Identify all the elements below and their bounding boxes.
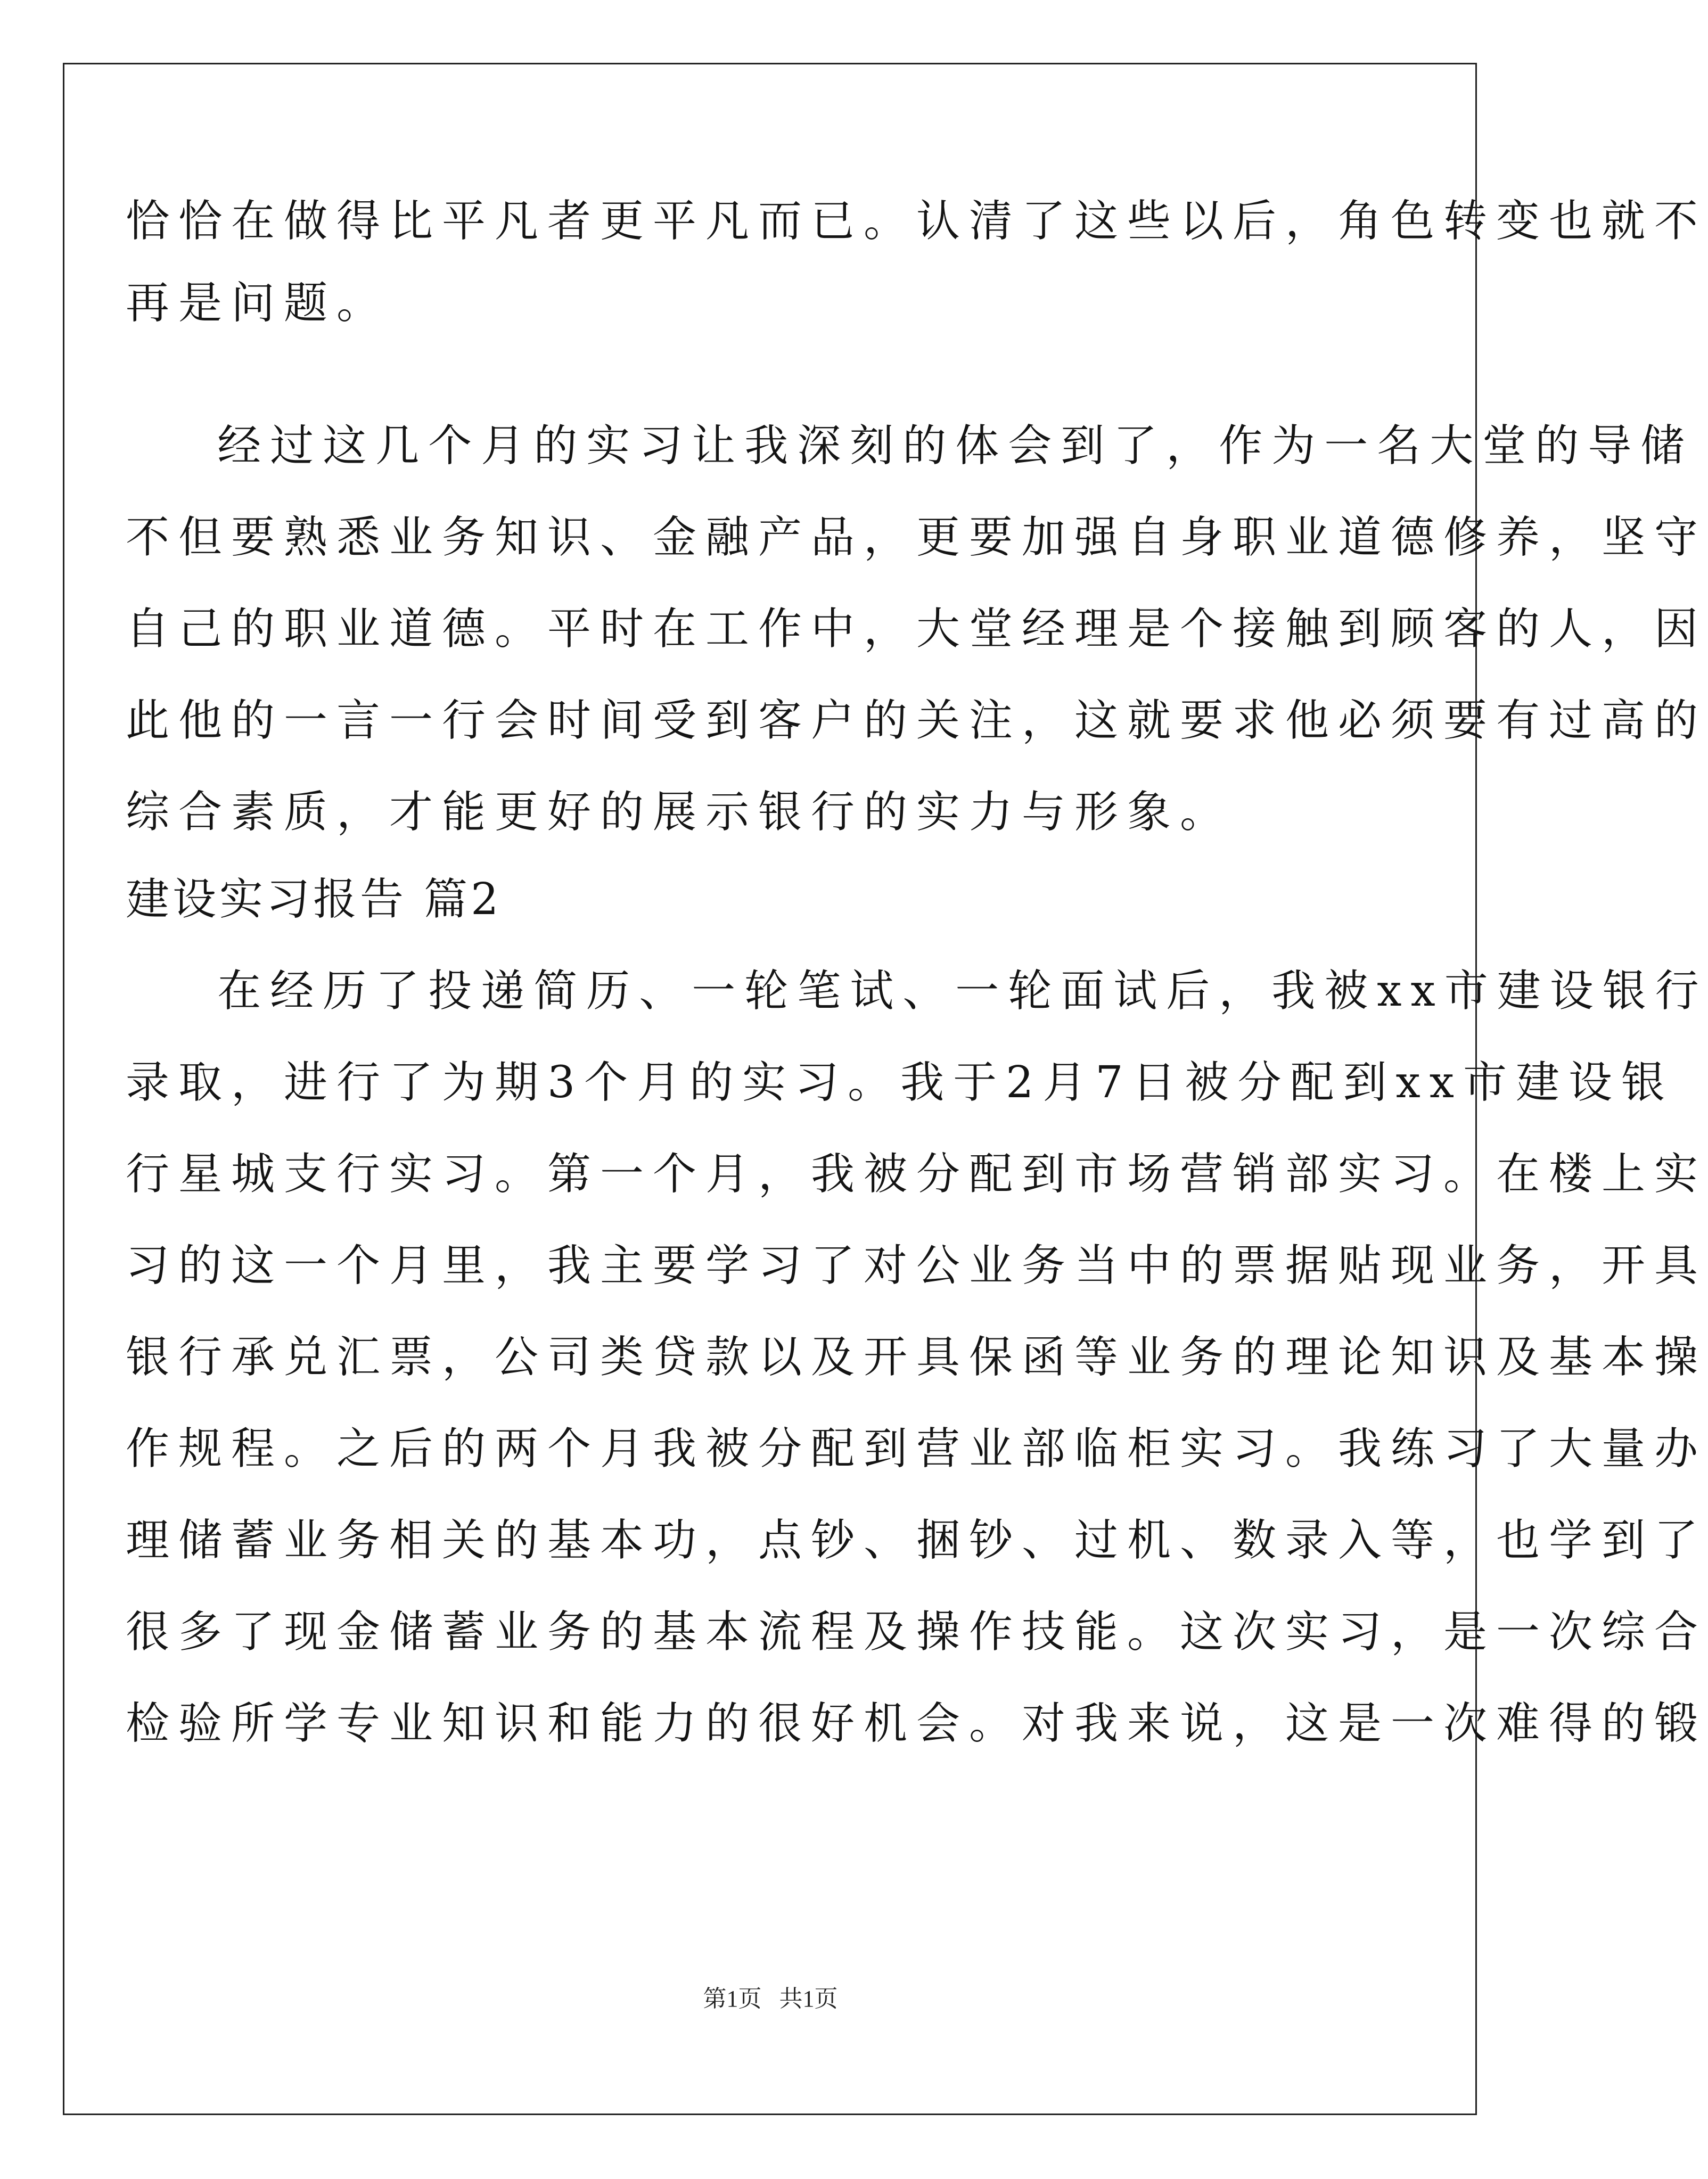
page-footer: 第1页 共1页 (703, 1986, 838, 2012)
paragraph-line: 银行承兑汇票，公司类贷款以及开具保函等业务的理论知识及基本操 (126, 1332, 1707, 1383)
paragraph-line: 经过这几个月的实习让我深刻的体会到了，作为一名大堂的导储 (126, 421, 1694, 471)
section-heading: 建设实习报告 篇2 (126, 874, 502, 925)
paragraph-line: 此他的一言一行会时间受到客户的关注，这就要求他必须要有过高的 (126, 695, 1707, 746)
paragraph-line: 不但要熟悉业务知识、金融产品，更要加强自身职业道德修养，坚守 (126, 512, 1707, 563)
paragraph-line: 恰恰在做得比平凡者更平凡而已。认清了这些以后，角色转变也就不 (126, 196, 1707, 246)
paragraph-line: 录取，进行了为期3个月的实习。我于2月7日被分配到xx市建设银 (126, 1057, 1674, 1108)
paragraph-line: 很多了现金储蓄业务的基本流程及操作技能。这次实习，是一次综合 (126, 1607, 1707, 1657)
paragraph-line: 综合素质，才能更好的展示银行的实力与形象。 (126, 787, 1233, 837)
paragraph-line: 在经历了投递简历、一轮笔试、一轮面试后，我被xx市建设银行 (126, 966, 1708, 1016)
paragraph-line: 检验所学专业知识和能力的很好机会。对我来说，这是一次难得的锻 (126, 1698, 1707, 1749)
paragraph-line: 再是问题。 (126, 278, 390, 328)
paragraph-line: 作规程。之后的两个月我被分配到营业部临柜实习。我练习了大量办 (126, 1424, 1707, 1474)
paragraph-line: 自己的职业道德。平时在工作中，大堂经理是个接触到顾客的人，因 (126, 604, 1707, 654)
paragraph-line: 理储蓄业务相关的基本功，点钞、捆钞、过机、数录入等，也学到了 (126, 1515, 1707, 1566)
paragraph-line: 行星城支行实习。第一个月，我被分配到市场营销部实习。在楼上实 (126, 1149, 1707, 1199)
paragraph-line: 习的这一个月里，我主要学习了对公业务当中的票据贴现业务，开具 (126, 1240, 1707, 1291)
